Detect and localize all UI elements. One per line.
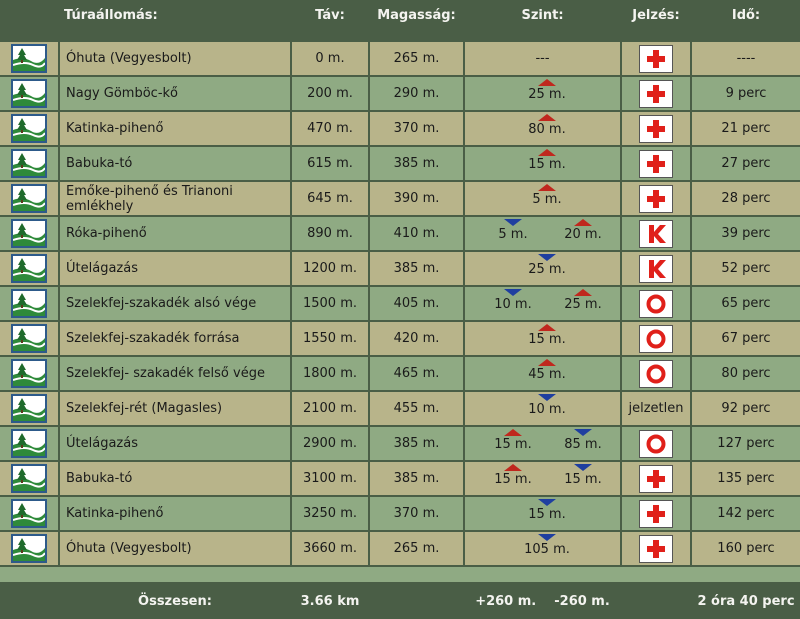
station-level <box>465 427 622 460</box>
ascent-arrow-icon <box>574 289 592 296</box>
summary-time: 2 óra 40 perc <box>692 584 800 619</box>
summary-icon-cell <box>0 584 60 619</box>
descent-value: 25 m. <box>528 262 566 277</box>
station-name: Emőke-pihenő és Trianoni emlékhely <box>60 182 292 215</box>
red-cross-icon <box>639 500 673 528</box>
summary-ascent: +260 m. <box>475 594 537 609</box>
station-altitude: 265 m. <box>370 42 465 75</box>
descent-arrow-icon <box>504 219 522 226</box>
station-distance: 200 m. <box>292 77 370 110</box>
descent-indicator <box>483 289 543 313</box>
header-distance: Táv: <box>292 0 370 40</box>
ascent-indicator <box>517 359 577 383</box>
forest-landscape-icon <box>11 219 47 248</box>
descent-indicator <box>553 429 613 453</box>
ascent-value: 15 m. <box>528 332 566 347</box>
row-icon-cell <box>0 532 60 565</box>
descent-value: 15 m. <box>528 507 566 522</box>
station-distance: 2100 m. <box>292 392 370 425</box>
forest-landscape-icon <box>11 289 47 318</box>
red-circle-icon <box>639 325 673 353</box>
station-altitude: 405 m. <box>370 287 465 320</box>
ascent-value: 45 m. <box>528 367 566 382</box>
descent-arrow-icon <box>538 254 556 261</box>
station-level <box>465 42 622 75</box>
blank-cell <box>0 567 800 582</box>
forest-landscape-icon <box>11 324 47 353</box>
descent-indicator <box>483 219 543 243</box>
station-altitude: 385 m. <box>370 147 465 180</box>
station-level <box>465 357 622 390</box>
station-altitude: 455 m. <box>370 392 465 425</box>
row-icon-cell <box>0 392 60 425</box>
row-icon-cell <box>0 252 60 285</box>
summary-label-text: Összesen: <box>138 594 212 609</box>
red-cross-icon <box>639 115 673 143</box>
table-row <box>0 287 800 320</box>
red-cross-icon <box>639 465 673 493</box>
station-time: 127 perc <box>692 427 800 460</box>
table-row <box>0 147 800 180</box>
ascent-value: 15 m. <box>494 472 532 487</box>
descent-value: 5 m. <box>498 227 528 242</box>
station-distance: 1800 m. <box>292 357 370 390</box>
station-time: 52 perc <box>692 252 800 285</box>
table-row <box>0 217 800 250</box>
descent-indicator <box>517 499 577 523</box>
station-time: 92 perc <box>692 392 800 425</box>
ascent-arrow-icon <box>538 79 556 86</box>
station-name: Óhuta (Vegyesbolt) <box>60 42 292 75</box>
station-name: Katinka-pihenő <box>60 112 292 145</box>
station-marking <box>622 427 692 460</box>
station-marking <box>622 532 692 565</box>
summary-distance: 3.66 km <box>292 584 370 619</box>
ascent-arrow-icon <box>504 429 522 436</box>
unmarked-label: jelzetlen <box>628 401 684 416</box>
forest-landscape-icon <box>11 79 47 108</box>
forest-landscape-icon <box>11 149 47 178</box>
summary-level <box>465 584 622 619</box>
ascent-value: 5 m. <box>532 192 562 207</box>
ascent-indicator <box>553 289 613 313</box>
station-marking <box>622 77 692 110</box>
ascent-arrow-icon <box>504 464 522 471</box>
forest-landscape-icon <box>11 359 47 388</box>
station-level <box>465 462 622 495</box>
ascent-arrow-icon <box>538 324 556 331</box>
red-circle-icon <box>639 360 673 388</box>
station-name: Útelágazás <box>60 252 292 285</box>
station-marking <box>622 182 692 215</box>
row-icon-cell <box>0 147 60 180</box>
station-marking <box>622 497 692 530</box>
summary-row <box>0 584 800 619</box>
row-icon-cell <box>0 217 60 250</box>
ascent-arrow-icon <box>538 149 556 156</box>
row-icon-cell <box>0 287 60 320</box>
ascent-value: 20 m. <box>564 227 602 242</box>
table-row <box>0 357 800 390</box>
station-level <box>465 182 622 215</box>
station-time: 39 perc <box>692 217 800 250</box>
red-circle-icon <box>639 290 673 318</box>
station-name: Babuka-tó <box>60 147 292 180</box>
station-name: Óhuta (Vegyesbolt) <box>60 532 292 565</box>
station-altitude: 265 m. <box>370 532 465 565</box>
station-time: 80 perc <box>692 357 800 390</box>
station-time: 28 perc <box>692 182 800 215</box>
header-station: Túraállomás: <box>60 0 292 40</box>
red-cross-icon <box>639 535 673 563</box>
descent-value: 105 m. <box>524 542 570 557</box>
descent-arrow-icon <box>574 429 592 436</box>
table-row <box>0 182 800 215</box>
ascent-value: 80 m. <box>528 122 566 137</box>
summary-marking <box>622 584 692 619</box>
station-marking <box>622 252 692 285</box>
descent-arrow-icon <box>538 534 556 541</box>
forest-landscape-icon <box>11 429 47 458</box>
table-row <box>0 427 800 460</box>
station-level <box>465 252 622 285</box>
forest-landscape-icon <box>11 464 47 493</box>
station-time: 27 perc <box>692 147 800 180</box>
blank-row <box>0 567 800 582</box>
station-level <box>465 77 622 110</box>
row-icon-cell <box>0 182 60 215</box>
forest-landscape-icon <box>11 44 47 73</box>
station-altitude: 370 m. <box>370 112 465 145</box>
station-distance: 890 m. <box>292 217 370 250</box>
ascent-indicator <box>553 219 613 243</box>
forest-landscape-icon <box>11 254 47 283</box>
station-distance: 1550 m. <box>292 322 370 355</box>
row-icon-cell <box>0 462 60 495</box>
descent-value: 10 m. <box>494 297 532 312</box>
table-row <box>0 252 800 285</box>
table-row <box>0 322 800 355</box>
row-icon-cell <box>0 77 60 110</box>
table-row <box>0 42 800 75</box>
summary-label <box>60 584 292 619</box>
station-level <box>465 497 622 530</box>
station-level <box>465 112 622 145</box>
station-level <box>465 532 622 565</box>
row-icon-cell <box>0 322 60 355</box>
station-name: Szelekfej- szakadék felső vége <box>60 357 292 390</box>
station-marking <box>622 322 692 355</box>
red-cross-icon <box>639 150 673 178</box>
descent-arrow-icon <box>504 289 522 296</box>
red-circle-icon <box>639 430 673 458</box>
header-level <box>465 0 622 40</box>
table-row <box>0 497 800 530</box>
station-distance: 2900 m. <box>292 427 370 460</box>
descent-value: 10 m. <box>528 402 566 417</box>
station-name: Nagy Gömböc-kő <box>60 77 292 110</box>
ascent-arrow-icon <box>574 219 592 226</box>
summary-altitude <box>370 584 465 619</box>
station-level <box>465 287 622 320</box>
station-distance: 3100 m. <box>292 462 370 495</box>
forest-landscape-icon <box>11 184 47 213</box>
forest-landscape-icon <box>11 499 47 528</box>
ascent-indicator <box>517 149 577 173</box>
header-marking: Jelzés: <box>622 0 692 40</box>
station-altitude: 385 m. <box>370 252 465 285</box>
red-cross-icon <box>639 185 673 213</box>
station-time: 65 perc <box>692 287 800 320</box>
station-distance: 645 m. <box>292 182 370 215</box>
station-distance: 615 m. <box>292 147 370 180</box>
red-cross-icon <box>639 45 673 73</box>
descent-arrow-icon <box>538 499 556 506</box>
station-marking <box>622 217 692 250</box>
station-altitude: 420 m. <box>370 322 465 355</box>
station-altitude: 410 m. <box>370 217 465 250</box>
station-time: ---- <box>692 42 800 75</box>
station-altitude: 370 m. <box>370 497 465 530</box>
station-name: Útelágazás <box>60 427 292 460</box>
station-name: Szelekfej-rét (Magasles) <box>60 392 292 425</box>
table-row <box>0 462 800 495</box>
station-level <box>465 147 622 180</box>
ascent-arrow-icon <box>538 359 556 366</box>
row-icon-cell <box>0 357 60 390</box>
station-marking <box>622 147 692 180</box>
level-none: --- <box>535 51 550 66</box>
ascent-indicator <box>517 184 577 208</box>
ascent-arrow-icon <box>538 184 556 191</box>
station-time: 160 perc <box>692 532 800 565</box>
ascent-value: 15 m. <box>528 157 566 172</box>
station-time: 142 perc <box>692 497 800 530</box>
ascent-value: 25 m. <box>564 297 602 312</box>
table-row <box>0 77 800 110</box>
table-row <box>0 112 800 145</box>
ascent-indicator <box>517 79 577 103</box>
row-icon-cell <box>0 42 60 75</box>
station-altitude: 385 m. <box>370 462 465 495</box>
descent-indicator <box>517 254 577 278</box>
descent-indicator <box>553 464 613 488</box>
row-icon-cell <box>0 497 60 530</box>
station-altitude: 385 m. <box>370 427 465 460</box>
row-icon-cell <box>0 112 60 145</box>
header-altitude: Magasság: <box>370 0 465 40</box>
descent-indicator <box>517 534 577 558</box>
descent-arrow-icon <box>574 464 592 471</box>
red-cross-icon <box>639 80 673 108</box>
station-distance: 1500 m. <box>292 287 370 320</box>
station-name: Katinka-pihenő <box>60 497 292 530</box>
station-distance: 0 m. <box>292 42 370 75</box>
red-k-icon <box>639 255 673 283</box>
station-level <box>465 217 622 250</box>
ascent-indicator <box>483 464 543 488</box>
descent-value: 85 m. <box>564 437 602 452</box>
forest-landscape-icon <box>11 534 47 563</box>
station-marking <box>622 357 692 390</box>
station-name: Szelekfej-szakadék alsó vége <box>60 287 292 320</box>
ascent-arrow-icon <box>538 114 556 121</box>
station-marking <box>622 392 692 425</box>
descent-arrow-icon <box>538 394 556 401</box>
station-time: 21 perc <box>692 112 800 145</box>
summary-descent: -260 m. <box>554 594 610 609</box>
ascent-value: 15 m. <box>494 437 532 452</box>
ascent-indicator <box>517 324 577 348</box>
station-altitude: 390 m. <box>370 182 465 215</box>
station-distance: 3250 m. <box>292 497 370 530</box>
station-time: 9 perc <box>692 77 800 110</box>
header-time: Idő: <box>692 0 800 40</box>
forest-landscape-icon <box>11 394 47 423</box>
table-header <box>0 0 800 40</box>
red-k-icon <box>639 220 673 248</box>
ascent-indicator <box>483 429 543 453</box>
station-marking <box>622 42 692 75</box>
station-time: 135 perc <box>692 462 800 495</box>
header-level-label: Szint: <box>521 8 564 23</box>
descent-indicator <box>517 394 577 418</box>
station-marking <box>622 112 692 145</box>
station-altitude: 290 m. <box>370 77 465 110</box>
station-distance: 1200 m. <box>292 252 370 285</box>
ascent-indicator <box>517 114 577 138</box>
ascent-value: 25 m. <box>528 87 566 102</box>
station-name: Róka-pihenő <box>60 217 292 250</box>
station-name: Babuka-tó <box>60 462 292 495</box>
row-icon-cell <box>0 427 60 460</box>
station-time: 67 perc <box>692 322 800 355</box>
table-row <box>0 532 800 565</box>
station-distance: 470 m. <box>292 112 370 145</box>
station-name: Szelekfej-szakadék forrása <box>60 322 292 355</box>
station-marking <box>622 287 692 320</box>
table-row <box>0 392 800 425</box>
station-distance: 3660 m. <box>292 532 370 565</box>
station-marking <box>622 462 692 495</box>
descent-value: 15 m. <box>564 472 602 487</box>
forest-landscape-icon <box>11 114 47 143</box>
station-level <box>465 322 622 355</box>
station-level <box>465 392 622 425</box>
station-altitude: 465 m. <box>370 357 465 390</box>
header-icon-column <box>0 0 60 40</box>
